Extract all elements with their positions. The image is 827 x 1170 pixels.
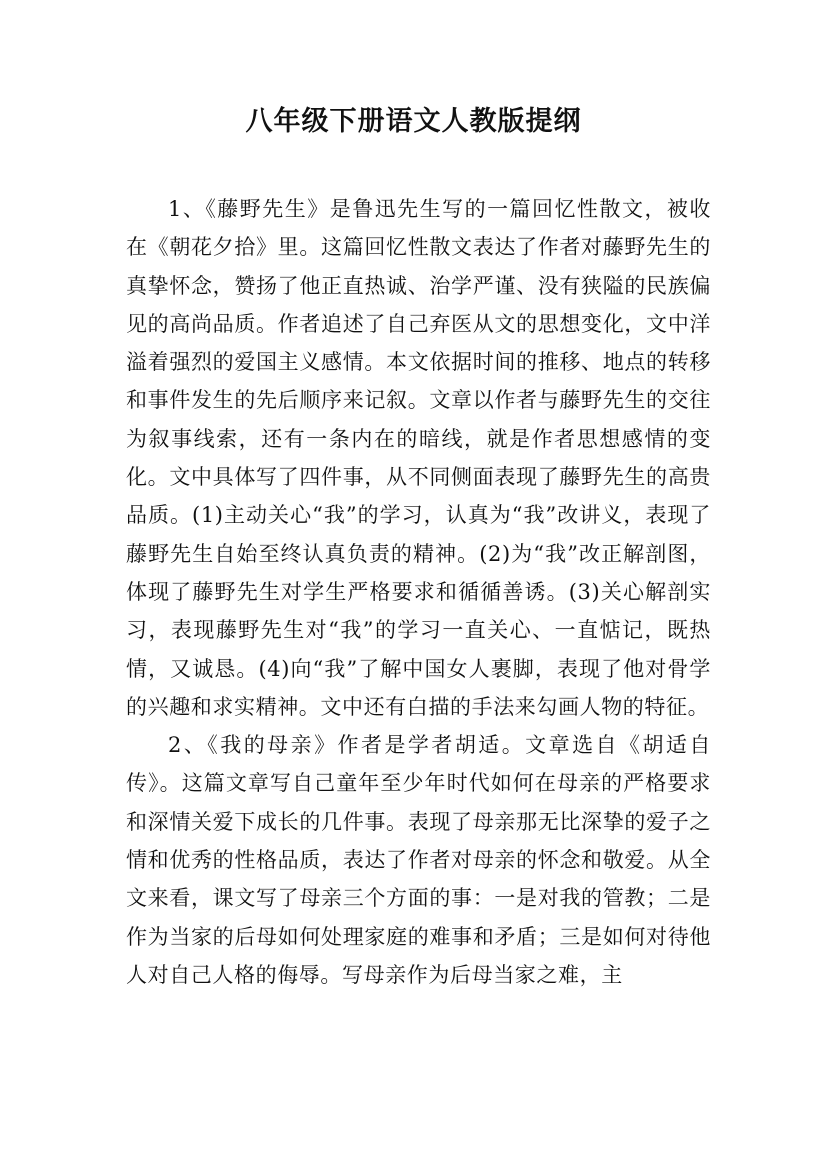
paragraph-2: 2、《我的母亲》作者是学者胡适。文章选自《胡适自传》。这篇文章写自己童年至少年时代如何在母亲的严格要求和深情关爱下成长的几件事。表现了母亲那无比深挚的爱子之情和优秀的性格品质，表达了作者对母亲的怀念和敬爱。从全文来看，课文写了母亲三个方面的事：一是对我的管教；二是作为当家的后母如何处理家庭的难事和矛盾；三是如何对待他人对自己人格的侮辱。写母亲作为后母当家之难，主 — [126, 733, 711, 987]
document-body — [126, 190, 711, 994]
paragraph-1: 1、《藤野先生》是鲁迅先生写的一篇回忆性散文，被收在《朝花夕拾》里。这篇回忆性散文表达了作者对藤野先生的真挚怀念，赞扬了他正直热诚、治学严谨、没有狭隘的民族偏见的高尚品质。作者追述了自己弃医从文的思想变化，文中洋溢着强烈的爱国主义感情。本文依据时间的推移、地点的转移和事件发生的先后顺序来记叙。文章以作者与藤野先生的交往为叙事线索，还有一条内在的暗线，就是作者思想感情的变化。文中具体写了四件事，从不同侧面表现了藤野先生的高贵品质。(1)主动关心“我”的学习，认真为“我”改讲义，表现了藤野先生自始至终认真负责的精神。(2)为“我”改正解剖图，体现了藤野先生对学生严格要求和循循善诱。(3)关心解剖实习，表现藤野先生对“我”的学习一直关心、一直惦记，既热情，又诚恳。(4)向“我”了解中国女人裹脚，表现了他对骨学的兴趣和求实精神。文中还有白描的手法来勾画人物的特征。 — [126, 197, 711, 719]
document-title: 八年级下册语文人教版提纲 — [245, 106, 582, 137]
